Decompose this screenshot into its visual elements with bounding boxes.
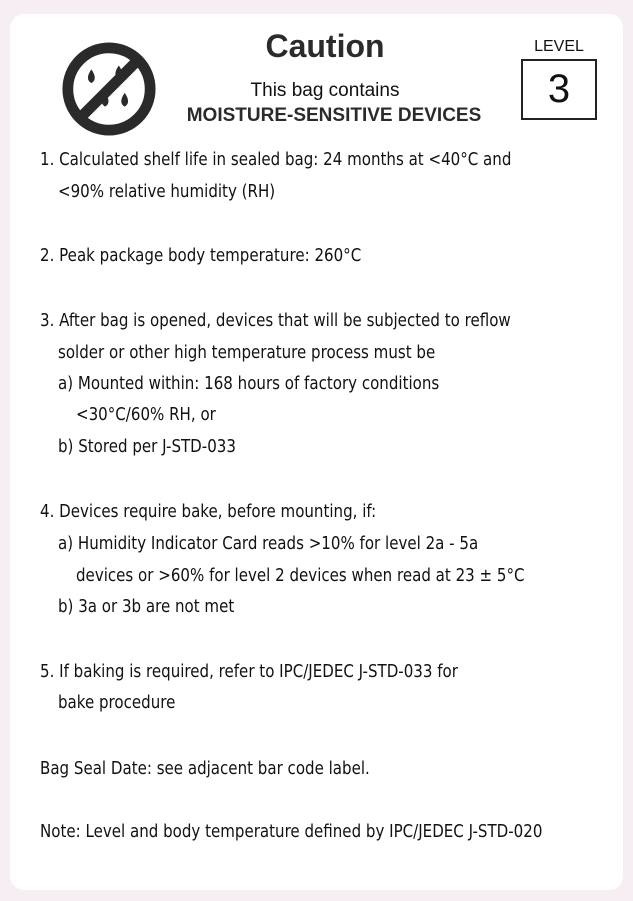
bag-seal-date-text: Bag Seal Date: see adjacent bar code label. [40, 759, 370, 779]
item-1-line-2: <90% relative humidity (RH) [58, 182, 276, 202]
no-moisture-icon [60, 40, 158, 138]
item-4-line-1: 4. Devices require bake, before mounting, if: [40, 502, 377, 522]
item-3-line-2: solder or other high temperature process must be [58, 343, 436, 363]
item-5-line-1: 5. If baking is required, refer to IPC/JEDEC J-STD-033 for [40, 662, 458, 682]
item-3a-line-1: a) Mounted within: 168 hours of factory conditions [58, 374, 440, 394]
item-3a-line-2: <30°C/60% RH, or [76, 405, 216, 425]
item-5-line-2: bake procedure [58, 693, 176, 713]
msd-heading: MOISTURE-SENSITIVE DEVICES [186, 105, 482, 126]
item-3-line-1: 3. After bag is opened, devices that will be subjected to reflow [40, 311, 511, 331]
caution-title: Caution [265, 28, 385, 64]
bag-contains-text: This bag contains [250, 80, 400, 101]
item-1-line-1: 1. Calculated shelf life in sealed bag: 24 months at <40°C and [40, 150, 512, 170]
item-3b-line: b) Stored per J-STD-033 [58, 437, 236, 457]
level-label: LEVEL [534, 38, 584, 55]
level-value-box: 3 [521, 59, 597, 120]
note-text: Note: Level and body temperature defined by IPC/JEDEC J-STD-020 [40, 822, 543, 842]
item-4a-line-2: devices or >60% for level 2 devices when read at 23 ± 5°C [76, 566, 525, 586]
item-4b-line: b) 3a or 3b are not met [58, 597, 235, 617]
item-4a-line-1: a) Humidity Indicator Card reads >10% for level 2a - 5a [58, 534, 479, 554]
item-2-line-1: 2. Peak package body temperature: 260°C [40, 246, 362, 266]
